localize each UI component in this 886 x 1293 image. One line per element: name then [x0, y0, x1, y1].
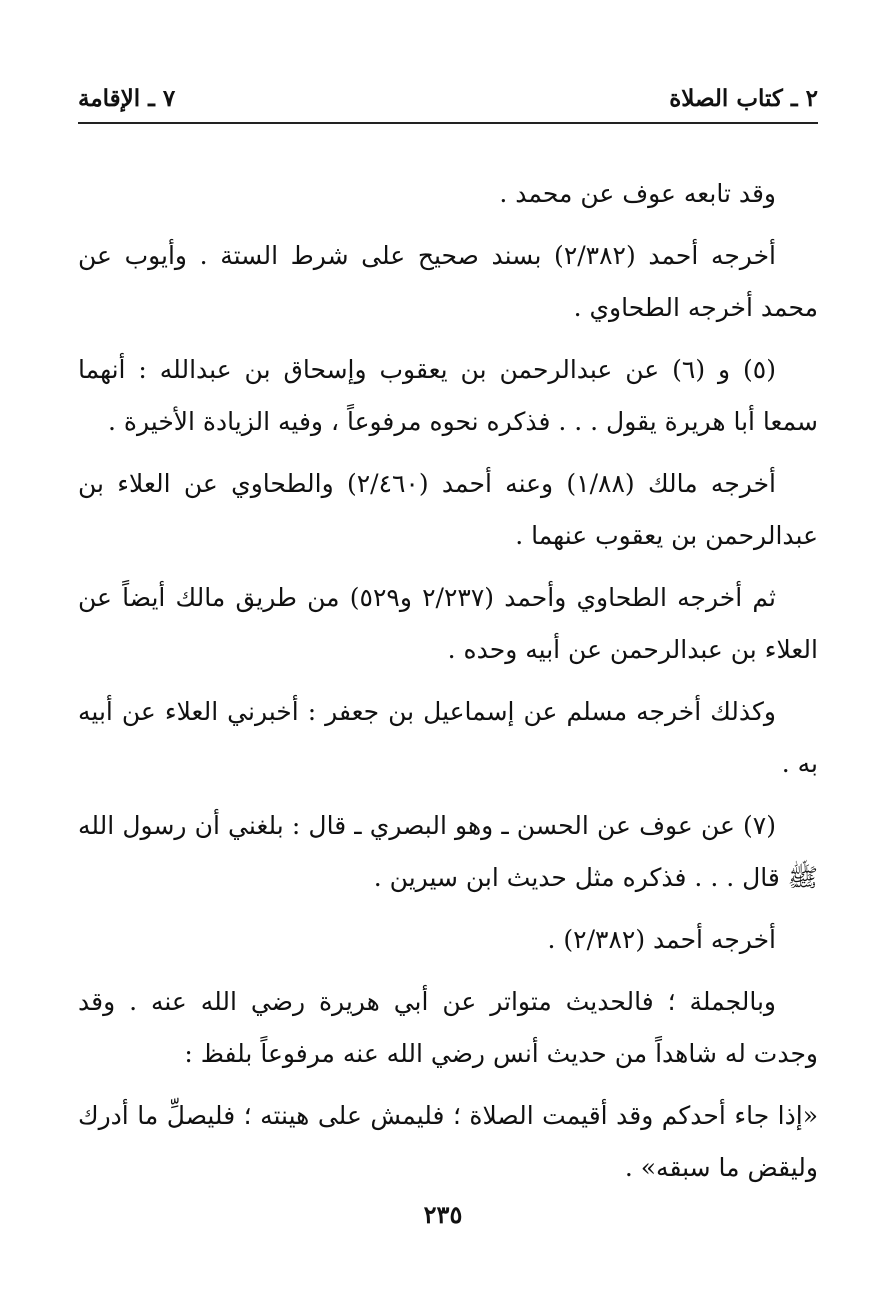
- paragraph: أخرجه أحمد (٢/٣٨٢) .: [547, 925, 776, 954]
- paragraph: ثم أخرجه الطحاوي وأحمد (٢/٢٣٧ و٥٢٩) من طريق مالك أيضاً عن العلاء بن عبدالرحمن عن أبيه وحده .: [78, 583, 818, 664]
- running-header: [78, 78, 818, 124]
- book-title: ٢ ـ كتاب الصلاة: [669, 84, 818, 112]
- paragraph: (٥) و (٦) عن عبدالرحمن بن يعقوب وإسحاق بن عبدالله : أنهما سمعا أبا هريرة يقول . . . فذكره نحوه مرفوعاً ، وفيه الزيادة الأخيرة .: [78, 355, 818, 436]
- paragraph: وكذلك أخرجه مسلم عن إسماعيل بن جعفر : أخبرني العلاء عن أبيه به .: [78, 697, 818, 778]
- body-text: [78, 168, 818, 1204]
- paragraph: وبالجملة ؛ فالحديث متواتر عن أبي هريرة رضي الله عنه . وقد وجدت له شاهداً من حديث أنس رضي الله عنه مرفوعاً بلفظ :: [78, 987, 818, 1068]
- page-number: ٢٣٥: [423, 1200, 463, 1229]
- paragraph: وقد تابعه عوف عن محمد .: [499, 179, 776, 208]
- paragraph: «إذا جاء أحدكم وقد أقيمت الصلاة ؛ فليمش على هينته ؛ فليصلِّ ما أدرك وليقض ما سبقه» .: [78, 1101, 818, 1182]
- paragraph: (٧) عن عوف عن الحسن ـ وهو البصري ـ قال : بلغني أن رسول الله ﷺ قال . . . فذكره مثل حديث ابن سيرين .: [78, 811, 818, 892]
- chapter-title: ٧ ـ الإقامة: [78, 84, 176, 112]
- paragraph: أخرجه أحمد (٢/٣٨٢) بسند صحيح على شرط الستة . وأيوب عن محمد أخرجه الطحاوي .: [78, 241, 818, 322]
- paragraph: أخرجه مالك (١/٨٨) وعنه أحمد (٢/٤٦٠) والطحاوي عن العلاء بن عبدالرحمن بن يعقوب عنهما .: [78, 469, 818, 550]
